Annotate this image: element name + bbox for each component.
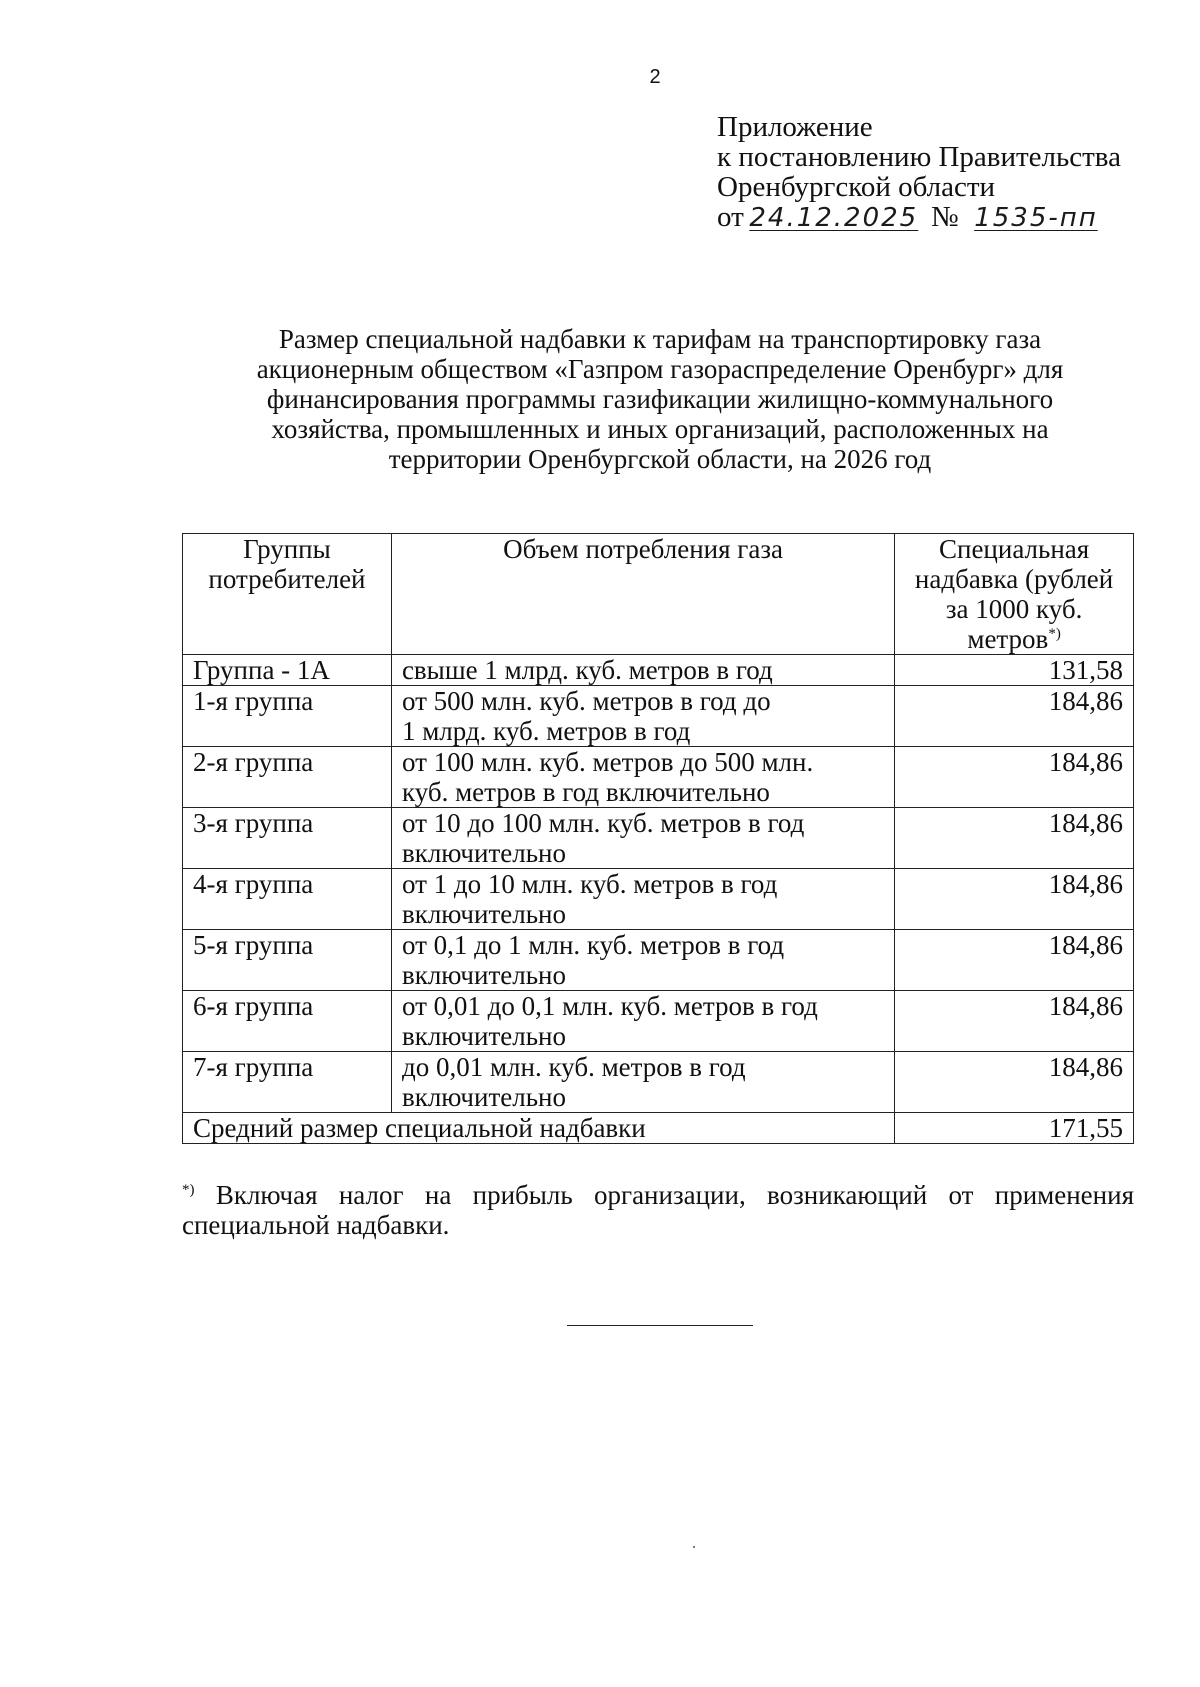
title-line: территории Оренбургской области, на 2026 год bbox=[388, 444, 932, 474]
cell-volume-line: 1 млрд. куб. метров в год bbox=[401, 716, 691, 746]
header-volume: Объем потребления газа bbox=[391, 534, 894, 655]
cell-group: 5-я группа bbox=[183, 930, 392, 991]
cell-volume-line: включительно bbox=[401, 1082, 566, 1112]
table-row bbox=[183, 655, 1134, 686]
title-line: Размер специальной надбавки к тарифам на транспортировку газа bbox=[278, 324, 1042, 354]
cell-volume bbox=[391, 869, 894, 930]
cell-volume-line: от 0,1 до 1 млн. куб. метров в год bbox=[401, 930, 785, 960]
header-group-line: потребителей bbox=[208, 564, 366, 594]
header-value-line: надбавка (рублей bbox=[914, 564, 1114, 594]
table-header-row bbox=[183, 534, 1134, 655]
appendix-date-line bbox=[717, 202, 1121, 233]
handwritten-date: 24.12.2025 bbox=[749, 203, 919, 233]
cell-volume-line: от 500 млн. куб. метров в год до bbox=[401, 686, 771, 716]
cell-volume bbox=[391, 655, 894, 686]
cell-value: 131,58 bbox=[895, 655, 1134, 686]
cell-volume bbox=[391, 991, 894, 1052]
cell-volume-line: от 1 до 10 млн. куб. метров в год bbox=[401, 869, 778, 899]
cell-volume bbox=[391, 808, 894, 869]
cell-value: 184,86 bbox=[895, 1052, 1134, 1113]
cell-value: 184,86 bbox=[895, 930, 1134, 991]
cell-volume-line: включительно bbox=[401, 1021, 566, 1051]
table-row bbox=[183, 808, 1134, 869]
header-value-line bbox=[905, 624, 1123, 654]
cell-group: 6-я группа bbox=[183, 991, 392, 1052]
cell-volume-line: включительно bbox=[401, 960, 566, 990]
table-row bbox=[183, 1052, 1134, 1113]
cell-group: 3-я группа bbox=[183, 808, 392, 869]
scan-speck bbox=[693, 1546, 695, 1548]
appendix-line-1: Приложение bbox=[717, 111, 873, 143]
title-line: акционерным обществом «Газпром газораспределение Оренбург» для bbox=[256, 354, 1064, 384]
cell-volume-line: включительно bbox=[401, 838, 566, 868]
cell-value: 184,86 bbox=[895, 686, 1134, 747]
cell-volume-line: от 10 до 100 млн. куб. метров в год bbox=[401, 808, 805, 838]
table-total-row bbox=[183, 1113, 1134, 1144]
cell-group: 4-я группа bbox=[183, 869, 392, 930]
cell-value: 184,86 bbox=[895, 991, 1134, 1052]
number-prefix: № bbox=[931, 201, 959, 233]
footnote-mark: *) bbox=[1048, 626, 1061, 642]
header-value-line: за 1000 куб. bbox=[945, 594, 1083, 624]
header-group-line: Группы bbox=[243, 534, 331, 564]
cell-value: 184,86 bbox=[895, 808, 1134, 869]
total-label: Средний размер специальной надбавки bbox=[183, 1113, 895, 1144]
cell-volume-line: свыше 1 млрд. куб. метров в год bbox=[401, 655, 773, 685]
cell-group: 1-я группа bbox=[183, 686, 392, 747]
cell-volume bbox=[391, 686, 894, 747]
footnote-text: Включая налог на прибыль организации, возникающий от применения специальной надбавки. bbox=[182, 1180, 1134, 1240]
footnote-mark: *) bbox=[182, 1182, 195, 1198]
cell-volume-line: от 0,01 до 0,1 млн. куб. метров в год bbox=[401, 991, 818, 1021]
cell-group: 7-я группа bbox=[183, 1052, 392, 1113]
table-row bbox=[183, 686, 1134, 747]
date-prefix: от bbox=[717, 201, 744, 233]
footnote bbox=[182, 1180, 1134, 1240]
cell-volume bbox=[391, 1052, 894, 1113]
tariff-table bbox=[182, 533, 1134, 1144]
end-divider bbox=[567, 1325, 753, 1326]
title-line: хозяйства, промышленных и иных организаций, расположенных на bbox=[271, 414, 1049, 444]
cell-value: 184,86 bbox=[895, 869, 1134, 930]
cell-volume bbox=[391, 930, 894, 991]
total-value: 171,55 bbox=[895, 1113, 1134, 1144]
appendix-line-3: Оренбургской области bbox=[717, 171, 996, 203]
header-value-line: Специальная bbox=[938, 534, 1090, 564]
title-line: финансирования программы газификации жилищно-коммунального bbox=[266, 384, 1054, 414]
cell-volume-line: включительно bbox=[401, 899, 566, 929]
handwritten-number: 1535-пп bbox=[974, 203, 1098, 233]
table-row bbox=[183, 930, 1134, 991]
document-title bbox=[190, 324, 1130, 474]
cell-volume-line: до 0,01 млн. куб. метров в год bbox=[401, 1052, 746, 1082]
cell-group: Группа - 1А bbox=[183, 655, 392, 686]
table-row bbox=[183, 869, 1134, 930]
appendix-line-2: к постановлению Правительства bbox=[717, 141, 1121, 173]
table-row bbox=[183, 991, 1134, 1052]
cell-volume bbox=[391, 747, 894, 808]
table-row bbox=[183, 747, 1134, 808]
cell-group: 2-я группа bbox=[183, 747, 392, 808]
header-group bbox=[183, 534, 392, 655]
header-value-unit: метров bbox=[967, 624, 1049, 654]
cell-volume-line: куб. метров в год включительно bbox=[401, 777, 770, 807]
appendix-block bbox=[717, 112, 1121, 233]
cell-volume-line: от 100 млн. куб. метров до 500 млн. bbox=[401, 747, 814, 777]
page-number: 2 bbox=[649, 66, 661, 88]
header-value bbox=[895, 534, 1134, 655]
cell-value: 184,86 bbox=[895, 747, 1134, 808]
